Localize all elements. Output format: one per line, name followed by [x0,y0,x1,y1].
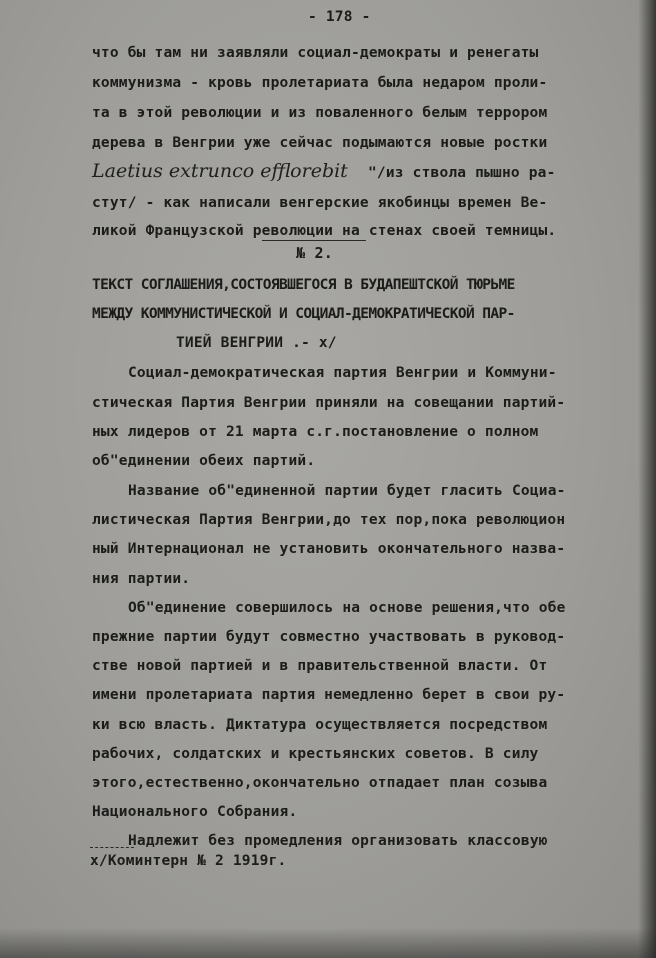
handwritten-latin-phrase: Laetius extrunco efflorebit [92,160,348,182]
text-line: та в этой революции и из поваленного белым террором [92,105,548,121]
text-line: ликой Французской революции на стенах своей темницы. [92,223,557,239]
text-line: Название об"единенной партии будет гласить Социа- [128,483,566,499]
text-line: стут/ - как написали венгерские якобинцы времен Ве- [92,195,548,211]
heading-line: МЕЖДУ КОММУНИСТИЧЕСКОЙ И СОЦИАЛ-ДЕМОКРАТИЧЕСКОЙ ПАР- [92,306,515,322]
page-bottom-shadow [0,928,656,958]
text-line: листическая Партия Венгрии,до тех пор,пока революцион [92,512,566,528]
footnote: x/Коминтерн № 2 1919г. [90,853,287,869]
text-line: стическая Партия Венгрии приняли на совещании партий- [92,395,566,411]
text-line: стве новой партией и в правительственной власти. От [92,658,548,674]
text-line: рабочих, солдатских и крестьянских советов. В силу [92,746,539,762]
text-line: этого,естественно,окончательно отпадает план созыва [92,775,548,791]
text-line: ных лидеров от 21 марта с.г.постановление о полном [92,424,539,440]
heading-line: ТЕКСТ СОГЛАШЕНИЯ,СОСТОЯВШЕГОСЯ В БУДАПЕШТСКОЙ ТЮРЬМЕ [92,277,515,293]
text-line: ный Интернационал не установить окончательного назва- [92,541,566,557]
text-line: коммунизма - кровь пролетариата была недаром проли- [92,75,548,91]
text-line: "/из ствола пышно ра- [368,165,556,181]
text-line: имени пролетариата партия немедленно берет в свои ру- [92,687,566,703]
text-line: прежние партии будут совместно участвовать в руковод- [92,629,566,645]
text-line: Надлежит без промедления организовать классовую [128,833,548,849]
text-line: дерева в Венгрии уже сейчас подымаются новые ростки [92,135,548,151]
text-line: ки всю власть. Диктатура осуществляется посредством [92,717,548,733]
heading-line: ТИЕЙ ВЕНГРИИ .- x/ [176,335,337,351]
text-line: Об"единение совершилось на основе решения,что обе [128,600,566,616]
footnote-rule [90,847,134,849]
text-line: Социал-демократическая партия Венгрии и Коммуни- [128,365,557,381]
underline-mark [262,240,366,241]
text-line: что бы там ни заявляли социал-демократы и ренегаты [92,45,539,61]
text-line: ния партии. [92,571,191,587]
text-line: Национального Собрания. [92,804,298,820]
section-number: № 2. [296,244,333,262]
page-edge-shadow [638,0,656,958]
text-line: об"единении обеих партий. [92,453,316,469]
page-number: - 178 - [308,9,371,25]
